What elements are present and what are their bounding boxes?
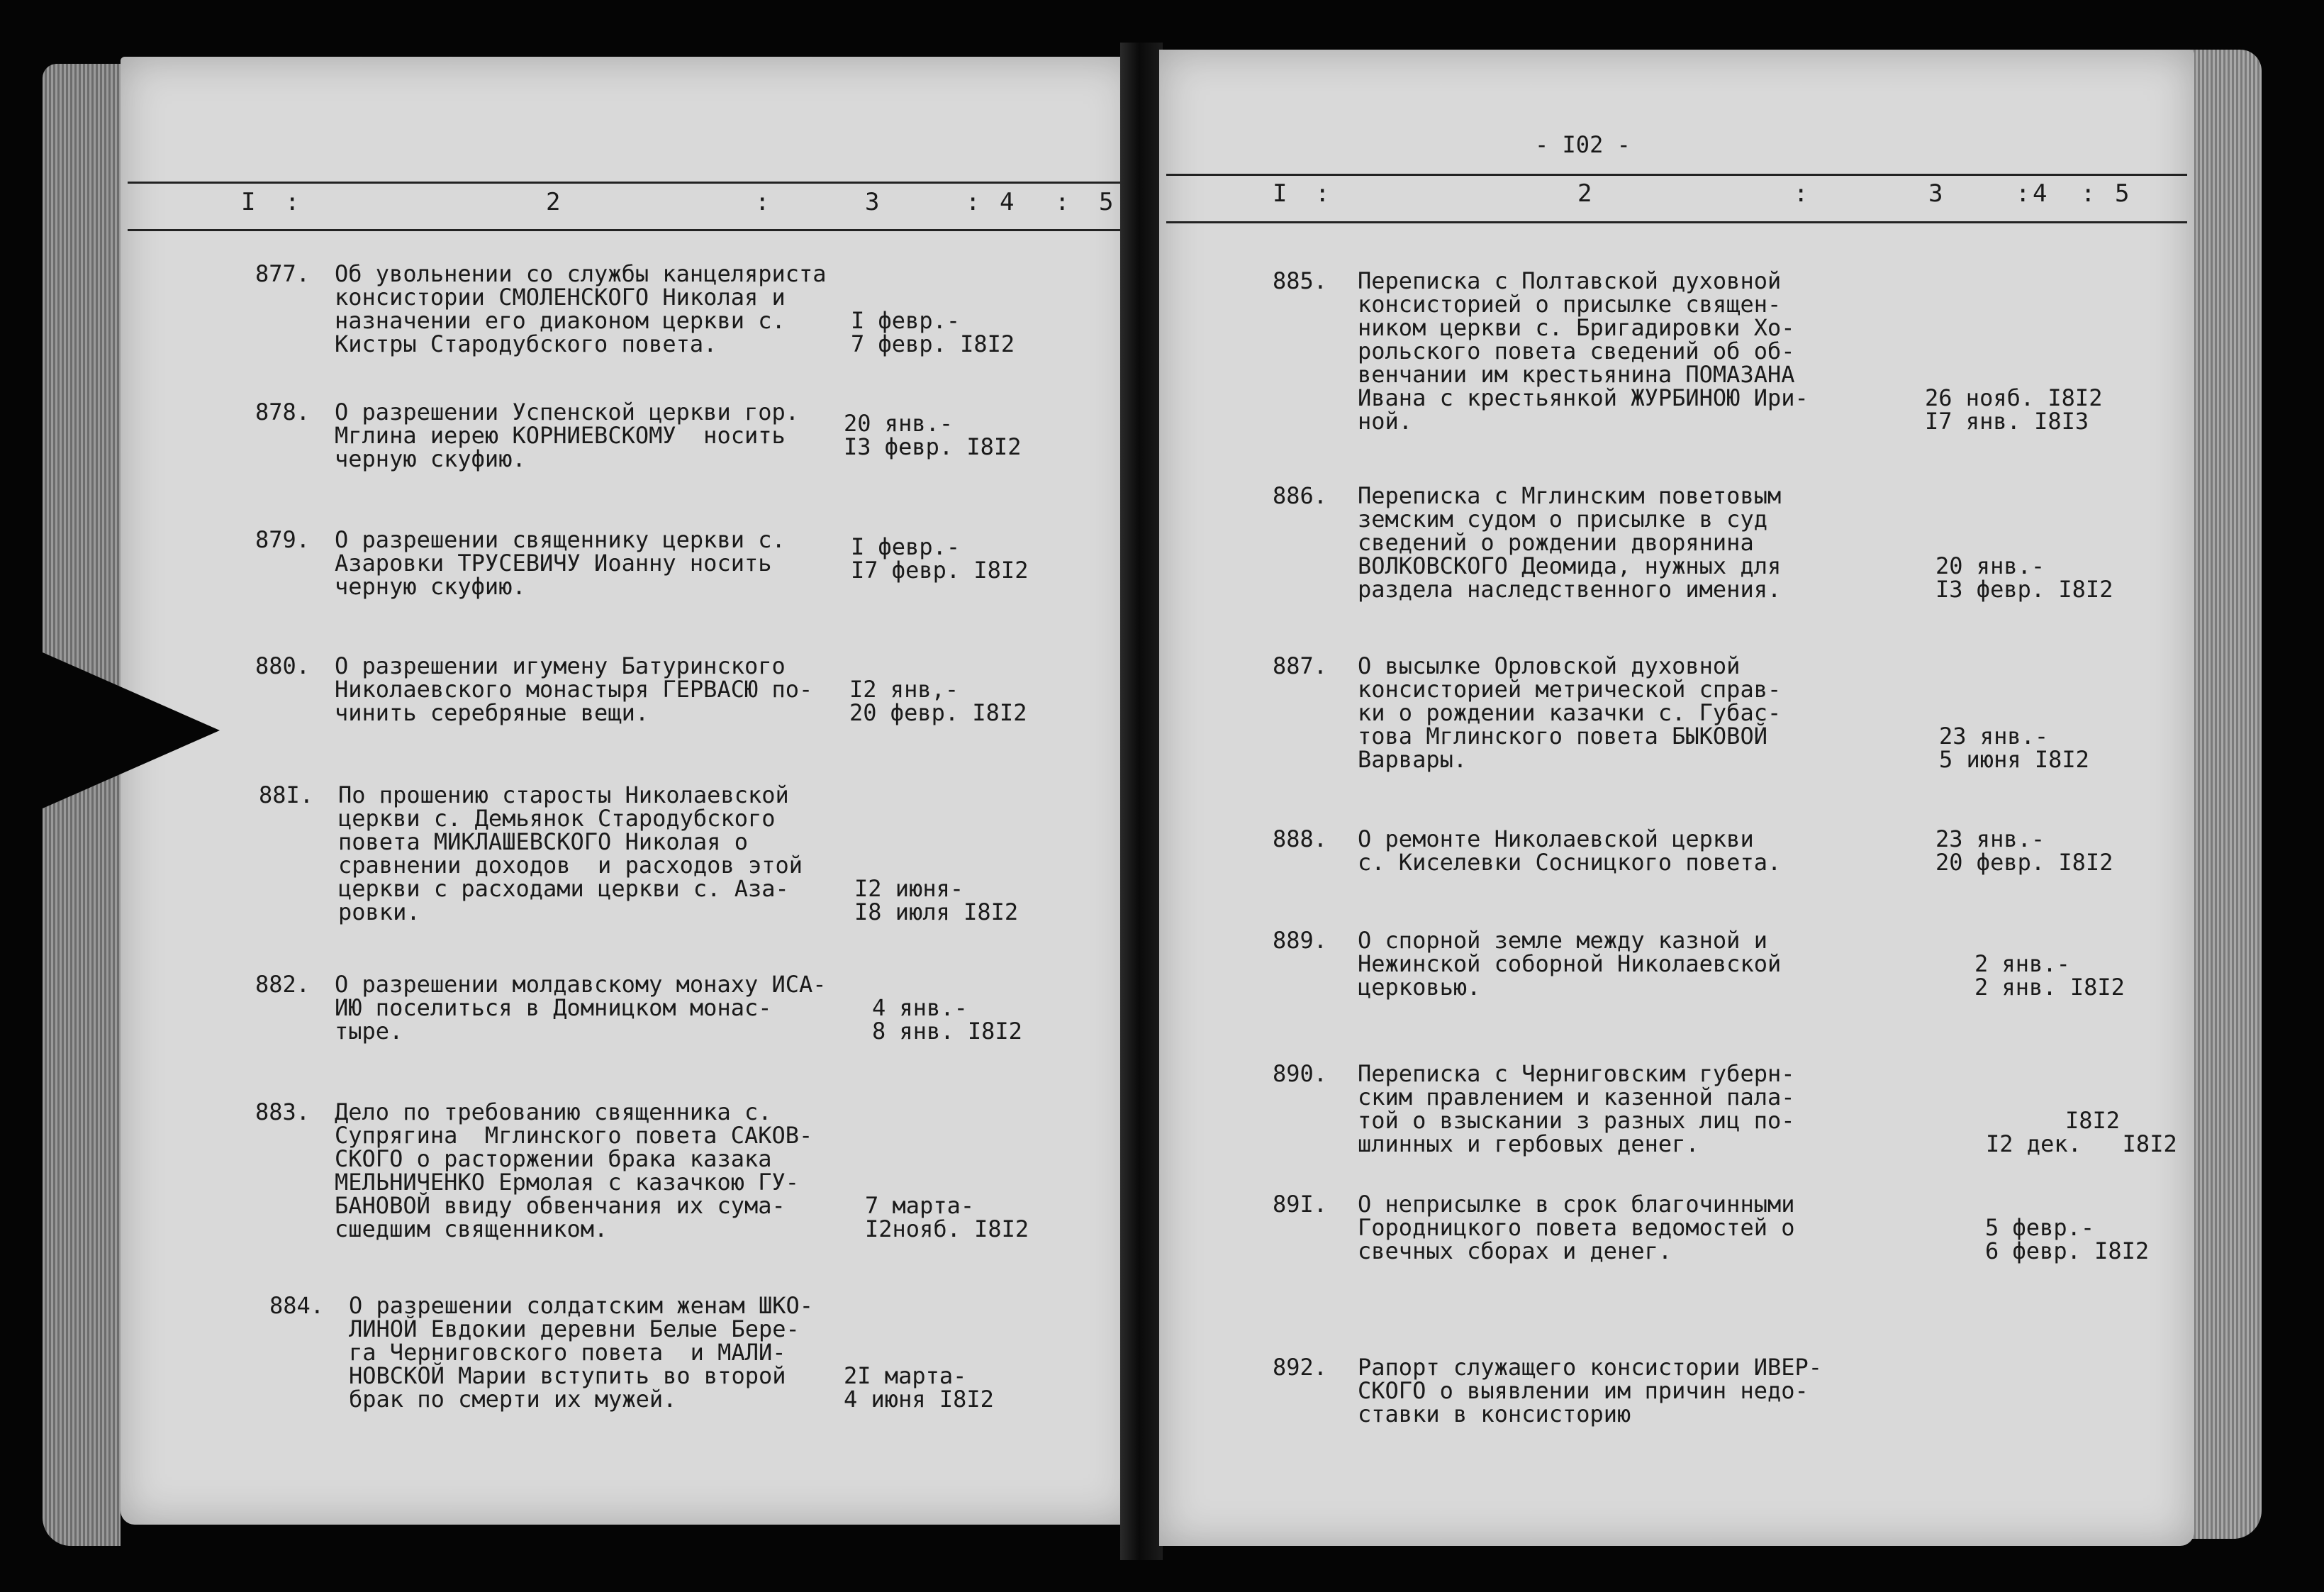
record-number: 889. [1273,927,1328,954]
col-header-1: I [1273,179,1287,208]
record-dates: 23 янв.- 5 июня I8I2 [1939,723,2089,773]
header-rule-top [128,182,1127,184]
record-number: 880. [255,652,311,679]
book-spine [1120,43,1163,1560]
col-sep: : [2081,179,2096,208]
record-number: 892. [1273,1354,1328,1381]
record-dates: 4 янв.- 8 янв. I8I2 [872,994,1022,1045]
record-number: 882. [255,971,311,998]
record-dates: I февр.- 7 февр. I8I2 [851,307,1015,357]
record-dates: I2 июня- I8 июля I8I2 [854,875,1019,925]
col-header-2: 2 [1577,179,1592,208]
record-dates: I2 янв,- 20 февр. I8I2 [849,676,1027,726]
record-description: О разрешении солдатским женам ШКО- ЛИНОЙ Евдокии деревни Белые Бере- га Черниговского повета и МАЛИ- НОВСКОЙ Марии вступить во второй брак по смерти их мужей. [349,1292,814,1413]
record-number: 884. [269,1292,325,1319]
record-dates: 2 янв.- 2 янв. I8I2 [1974,950,2125,1001]
record-dates: I8I2 [2065,1107,2121,1134]
record-number: 883. [255,1098,311,1125]
col-sep: : [966,188,981,216]
torn-page-edge [43,652,220,808]
record-description: Дело по требованию священника с. Супрягина Мглинского повета САКОВ- СКОГО о расторжении брака казака МЕЛЬНИЧЕНКО Ермолая с казачкою ГУ- БАНОВОЙ ввиду обвенчания их сума- сшедшим священником. [335,1098,813,1242]
record-description: Рапорт служащего консистории ИВЕР- СКОГО о выявлении им причин недо- ставки в консисторию [1358,1354,1823,1427]
record-description: Переписка с Черниговским губерн- ским правлением и казенной пала- той о взыскании з разных лиц по- шлинных и гербовых денег. [1358,1060,1795,1157]
record-dates: 20 янв.- I3 февр. I8I2 [1935,552,2113,603]
record-description: О разрешении молдавскому монаху ИСА- ИЮ поселиться в Домницком монас- тыре. [335,971,827,1045]
record-description: Переписка с Полтавской духовной консисторией о присылке священ- ником церкви с. Бригадировки Хо- рольского повета сведений об об- венчании им крестьянина ПОМАЗАНА Ивана с крестьянкой ЖУРБИНОЮ Ири- ной. [1358,267,1809,435]
record-number: 88I. [259,781,314,808]
record-number: 886. [1273,482,1328,509]
record-dates: I2 дек. I8I2 [1986,1130,2177,1157]
record-dates: 23 янв.- 20 февр. I8I2 [1935,825,2113,876]
record-dates: 7 марта- I2нояб. I8I2 [865,1192,1029,1242]
record-description: О ремонте Николаевской церкви с. Киселевки Сосницкого повета. [1358,825,1782,876]
record-description: Об увольнении со службы канцеляриста консистории СМОЛЕНСКОГО Николая и назначении его диаконом церкви с. Кистры Стародубского повета. [335,260,827,357]
record-dates: 20 янв.- I3 февр. I8I2 [844,410,1022,460]
record-number: 890. [1273,1060,1328,1087]
record-number: 879. [255,526,311,553]
col-sep: : [2016,179,2030,208]
record-dates: I февр.- I7 февр. I8I2 [851,533,1029,584]
col-header-4: 4 [1000,188,1015,216]
page-number: - I02 - [1535,131,1631,158]
record-number: 885. [1273,267,1328,294]
col-sep: : [285,188,300,216]
right-page [1159,50,2194,1546]
record-description: О разрешении священнику церкви с. Азаровки ТРУСЕВИЧУ Иоанну носить черную скуфию. [335,526,786,600]
record-number: 887. [1273,652,1328,679]
record-number: 878. [255,399,311,425]
col-header-5: 5 [2115,179,2130,208]
record-description: О высылке Орловской духовной консисторией метрической справ- ки о рождении казачки с. Губас- това Мглинского повета БЫКОВОЙ Варвары. [1358,652,1782,773]
record-description: О неприсылке в срок благочинными Городницкого повета ведомостей о свечных сборах и денег. [1358,1191,1795,1264]
record-dates: 5 февр.- 6 февр. I8I2 [1985,1214,2150,1264]
record-dates: 2I марта- 4 июня I8I2 [844,1362,994,1413]
record-description: О разрешении игумену Батуринского Николаевского монастыря ГЕРВАСЮ по- чинить серебряные вещи. [335,652,813,726]
col-header-4: 4 [2033,179,2048,208]
col-sep: : [1794,179,1809,208]
record-dates [1935,1403,1949,1426]
header-rule-bottom [1166,221,2187,223]
col-sep: : [1315,179,1330,208]
header-rule-bottom [128,229,1127,231]
record-description: О спорной земле между казной и Нежинской соборной Николаевской церковью. [1358,927,1782,1001]
col-header-3: 3 [865,188,880,216]
record-number: 89I. [1273,1191,1328,1218]
record-description: По прошению старосты Николаевской церкви с. Демьянок Стародубского повета МИКЛАШЕВСКОГО Николая о сравнении доходов и расходов этой церкви с расходами церкви с. Аза- ровки. [338,781,803,925]
record-description: Переписка с Мглинским поветовым земским судом о присылке в суд сведений о рождении дворянина ВОЛКОВСКОГО Деомида, нужных для раздела наследственного имения. [1358,482,1782,603]
col-header-3: 3 [1928,179,1943,208]
record-description: О разрешении Успенской церкви гор. Мглина иерею КОРНИЕВСКОМУ носить черную скуфию. [335,399,800,472]
record-number: 877. [255,260,311,287]
col-sep: : [755,188,770,216]
col-header-1: I [241,188,256,216]
col-sep: : [1055,188,1070,216]
header-rule-top [1166,174,2187,176]
left-page [121,57,1134,1525]
record-number: 888. [1273,825,1328,852]
col-header-5: 5 [1099,188,1114,216]
col-header-2: 2 [546,188,561,216]
record-dates: 26 нояб. I8I2 I7 янв. I8I3 [1925,384,2103,435]
